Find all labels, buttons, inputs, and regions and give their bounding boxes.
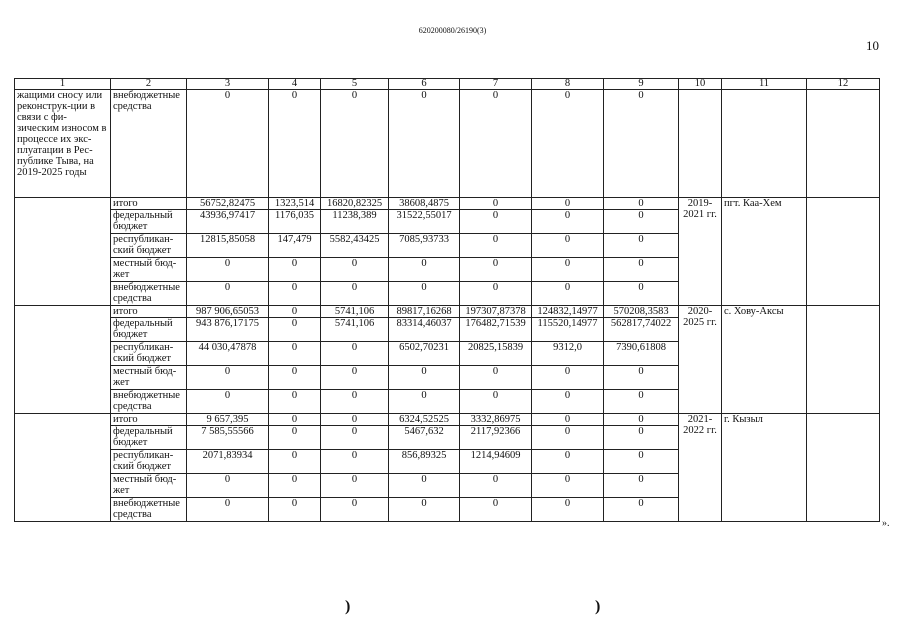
value-cell: 0: [460, 258, 532, 282]
value-cell: 5582,43425: [321, 234, 389, 258]
value-cell: 0: [389, 282, 460, 306]
value-cell: 943 876,17175: [187, 318, 269, 342]
value-cell: 0: [532, 474, 604, 498]
value-cell: 0: [269, 498, 321, 522]
value-cell: 0: [269, 390, 321, 414]
value-cell: 0: [321, 90, 389, 198]
value-cell: 0: [604, 426, 679, 450]
value-cell: 0: [604, 474, 679, 498]
value-cell: 43936,97417: [187, 210, 269, 234]
value-cell: 7085,93733: [389, 234, 460, 258]
value-cell: 0: [321, 390, 389, 414]
value-cell: 9 657,395: [187, 414, 269, 426]
value-cell: 0: [269, 318, 321, 342]
column-header: 4: [269, 79, 321, 90]
funding-source-label: федеральный бюджет: [111, 210, 187, 234]
value-cell: 0: [321, 426, 389, 450]
value-cell: 856,89325: [389, 450, 460, 474]
value-cell: 0: [460, 282, 532, 306]
value-cell: 0: [604, 366, 679, 390]
value-cell: 0: [389, 390, 460, 414]
value-cell: 7390,61808: [604, 342, 679, 366]
value-cell: 12815,85058: [187, 234, 269, 258]
value-cell: 0: [321, 258, 389, 282]
value-cell: 0: [532, 210, 604, 234]
value-cell: 0: [532, 426, 604, 450]
column-header: 9: [604, 79, 679, 90]
funding-source-label: внебюджетные средства: [111, 498, 187, 522]
funding-source-label: итого: [111, 306, 187, 318]
funding-source-label: местный бюд-жет: [111, 258, 187, 282]
value-cell: 56752,82475: [187, 198, 269, 210]
empty-cell: [807, 90, 880, 198]
value-cell: 0: [269, 450, 321, 474]
value-cell: 0: [389, 258, 460, 282]
empty-cell: [15, 306, 111, 414]
closing-quote: ».: [882, 518, 890, 529]
footer-mark: ): [345, 598, 351, 615]
column-header: 12: [807, 79, 880, 90]
value-cell: 0: [604, 234, 679, 258]
column-header: 10: [679, 79, 722, 90]
column-header: 7: [460, 79, 532, 90]
value-cell: 0: [460, 90, 532, 198]
value-cell: 115520,14977: [532, 318, 604, 342]
empty-cell: [807, 414, 880, 522]
value-cell: 197307,87378: [460, 306, 532, 318]
value-cell: 83314,46037: [389, 318, 460, 342]
empty-cell: [807, 306, 880, 414]
empty-cell: [722, 90, 807, 198]
value-cell: 0: [604, 198, 679, 210]
value-cell: 0: [269, 342, 321, 366]
value-cell: 0: [321, 450, 389, 474]
value-cell: 0: [460, 498, 532, 522]
table-row: [15, 306, 880, 318]
value-cell: 0: [321, 282, 389, 306]
value-cell: 0: [532, 414, 604, 426]
funding-source-label: итого: [111, 198, 187, 210]
table-row: [15, 90, 880, 198]
value-cell: 0: [604, 498, 679, 522]
page-number: 10: [866, 38, 879, 53]
value-cell: 6324,52525: [389, 414, 460, 426]
period-cell: 2021-2022 гг.: [679, 414, 722, 522]
value-cell: 0: [187, 366, 269, 390]
value-cell: 0: [604, 210, 679, 234]
value-cell: 0: [460, 390, 532, 414]
value-cell: 7 585,55566: [187, 426, 269, 450]
funding-source-label: федеральный бюджет: [111, 318, 187, 342]
locality-cell: пгт. Каа-Хем: [722, 198, 807, 306]
value-cell: 0: [269, 282, 321, 306]
value-cell: 0: [604, 414, 679, 426]
funding-source-label: республикан-ский бюджет: [111, 234, 187, 258]
value-cell: 562817,74022: [604, 318, 679, 342]
value-cell: 0: [187, 90, 269, 198]
locality-cell: г. Кызыл: [722, 414, 807, 522]
value-cell: 0: [532, 366, 604, 390]
empty-cell: [15, 198, 111, 306]
value-cell: 38608,4875: [389, 198, 460, 210]
value-cell: 0: [187, 498, 269, 522]
period-cell: 2019-2021 гг.: [679, 198, 722, 306]
value-cell: 5741,106: [321, 318, 389, 342]
value-cell: 0: [269, 306, 321, 318]
value-cell: 0: [187, 474, 269, 498]
value-cell: 0: [321, 366, 389, 390]
value-cell: 0: [532, 90, 604, 198]
value-cell: 0: [460, 210, 532, 234]
value-cell: 31522,55017: [389, 210, 460, 234]
funding-source-label: внебюджетные средства: [111, 90, 187, 198]
value-cell: 0: [321, 474, 389, 498]
table-row: [15, 198, 880, 210]
value-cell: 176482,71539: [460, 318, 532, 342]
value-cell: 0: [389, 366, 460, 390]
locality-cell: с. Хову-Аксы: [722, 306, 807, 414]
document-id: 620200080/26190(3): [418, 26, 487, 35]
value-cell: 0: [460, 366, 532, 390]
program-description: жащими сносу или реконструк-ции в связи с фи-зическим износом в процессе их экс-плуатации в Рес-публике Тыва, на 2019-2025 годы: [15, 90, 111, 198]
value-cell: 0: [187, 258, 269, 282]
column-header: 1: [15, 79, 111, 90]
value-cell: 9312,0: [532, 342, 604, 366]
value-cell: 0: [460, 474, 532, 498]
value-cell: 147,479: [269, 234, 321, 258]
value-cell: 5467,632: [389, 426, 460, 450]
value-cell: 0: [389, 474, 460, 498]
value-cell: 5741,106: [321, 306, 389, 318]
value-cell: 0: [269, 426, 321, 450]
value-cell: 16820,82325: [321, 198, 389, 210]
column-header: 3: [187, 79, 269, 90]
value-cell: 0: [604, 258, 679, 282]
value-cell: 2117,92366: [460, 426, 532, 450]
value-cell: 0: [532, 498, 604, 522]
column-header: 8: [532, 79, 604, 90]
empty-cell: [679, 90, 722, 198]
value-cell: 0: [604, 390, 679, 414]
footer-mark: ): [595, 598, 601, 615]
budget-table: [14, 78, 880, 522]
funding-source-label: республикан-ский бюджет: [111, 450, 187, 474]
funding-source-label: внебюджетные средства: [111, 282, 187, 306]
value-cell: 0: [460, 198, 532, 210]
value-cell: 987 906,65053: [187, 306, 269, 318]
value-cell: 0: [532, 390, 604, 414]
value-cell: 1323,514: [269, 198, 321, 210]
funding-source-label: внебюджетные средства: [111, 390, 187, 414]
empty-cell: [807, 198, 880, 306]
funding-source-label: республикан-ский бюджет: [111, 342, 187, 366]
empty-cell: [15, 414, 111, 522]
value-cell: 124832,14977: [532, 306, 604, 318]
value-cell: 0: [532, 198, 604, 210]
value-cell: 1176,035: [269, 210, 321, 234]
funding-source-label: местный бюд-жет: [111, 474, 187, 498]
value-cell: 2071,83934: [187, 450, 269, 474]
funding-source-label: федеральный бюджет: [111, 426, 187, 450]
value-cell: 0: [460, 234, 532, 258]
value-cell: 0: [604, 282, 679, 306]
value-cell: 89817,16268: [389, 306, 460, 318]
value-cell: 0: [269, 258, 321, 282]
value-cell: 0: [389, 498, 460, 522]
value-cell: 3332,86975: [460, 414, 532, 426]
value-cell: 11238,389: [321, 210, 389, 234]
value-cell: 0: [269, 414, 321, 426]
value-cell: 570208,3583: [604, 306, 679, 318]
value-cell: 0: [321, 498, 389, 522]
value-cell: 0: [321, 414, 389, 426]
value-cell: 44 030,47878: [187, 342, 269, 366]
value-cell: 0: [604, 450, 679, 474]
funding-source-label: местный бюд-жет: [111, 366, 187, 390]
value-cell: 0: [532, 234, 604, 258]
value-cell: 1214,94609: [460, 450, 532, 474]
value-cell: 0: [532, 450, 604, 474]
column-header: 11: [722, 79, 807, 90]
value-cell: 0: [269, 90, 321, 198]
value-cell: 0: [269, 474, 321, 498]
value-cell: 6502,70231: [389, 342, 460, 366]
value-cell: 0: [269, 366, 321, 390]
value-cell: 0: [532, 282, 604, 306]
value-cell: 0: [532, 258, 604, 282]
period-cell: 2020-2025 гг.: [679, 306, 722, 414]
value-cell: 0: [187, 282, 269, 306]
value-cell: 20825,15839: [460, 342, 532, 366]
funding-source-label: итого: [111, 414, 187, 426]
column-header: 5: [321, 79, 389, 90]
column-number-row: [15, 79, 880, 90]
value-cell: 0: [389, 90, 460, 198]
table-row: [15, 414, 880, 426]
value-cell: 0: [321, 342, 389, 366]
value-cell: 0: [187, 390, 269, 414]
value-cell: 0: [604, 90, 679, 198]
column-header: 6: [389, 79, 460, 90]
column-header: 2: [111, 79, 187, 90]
